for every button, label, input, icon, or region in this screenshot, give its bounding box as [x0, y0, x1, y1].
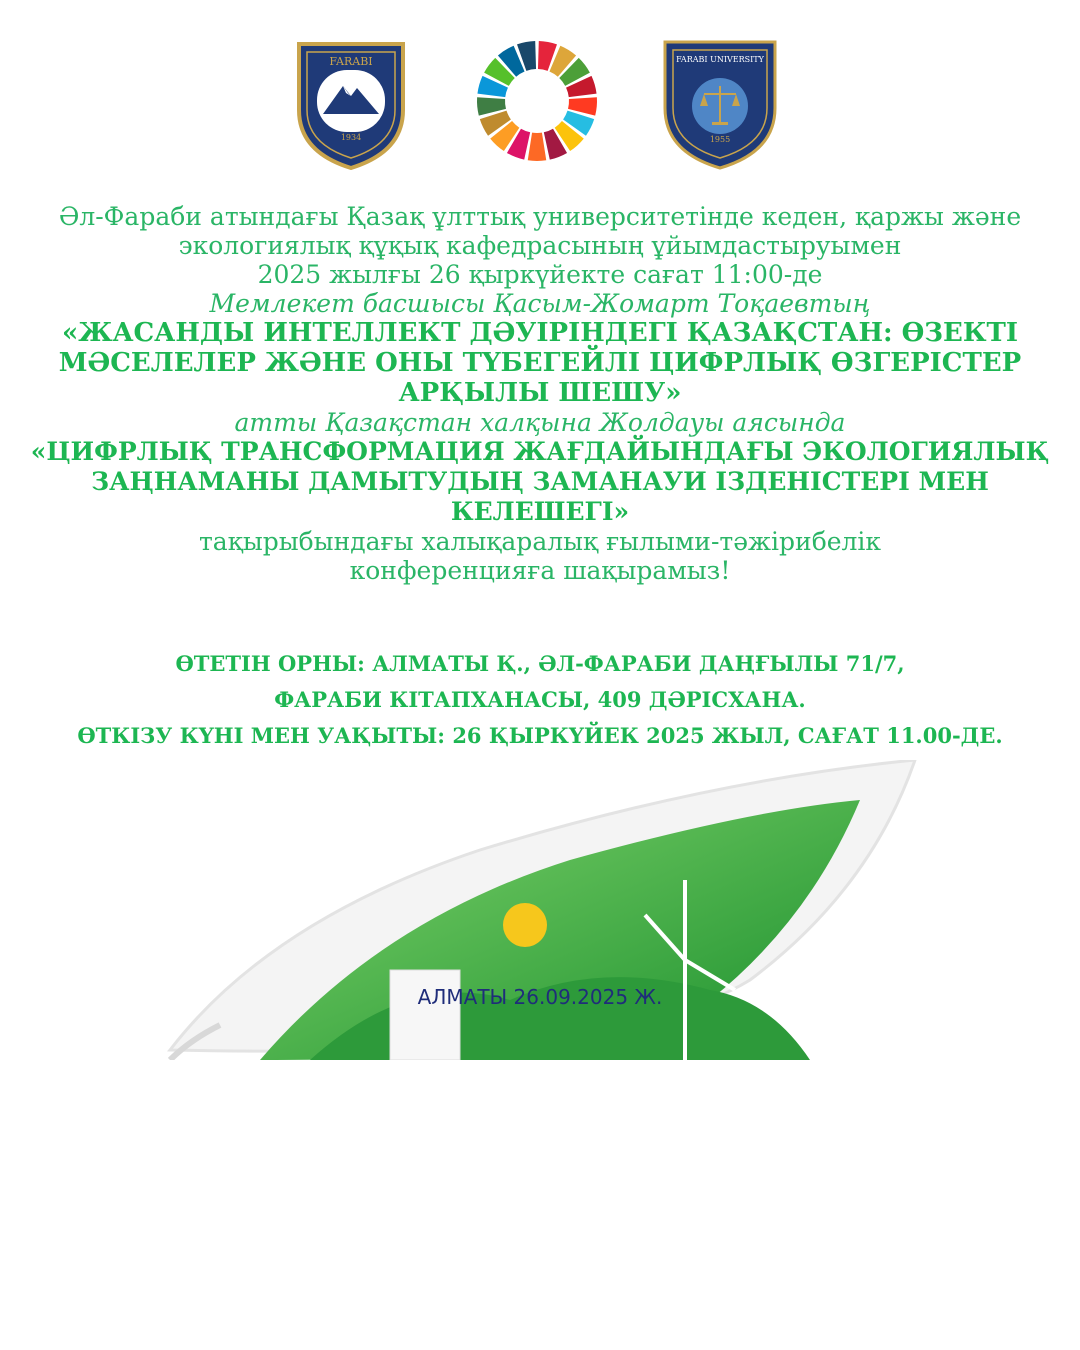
sun-icon [503, 903, 547, 947]
venue-place-2: ФАРАБИ КІТАПХАНАСЫ, 409 ДӘРІСХАНА. [274, 687, 806, 712]
invitation-line-5: атты Қазақстан халқына Жолдауы аясында [234, 408, 846, 437]
message-title-3: АРҚЫЛЫ ШЕШУ» [398, 378, 682, 408]
law-faculty-logo [661, 38, 779, 170]
conference-title-3: КЕЛЕШЕГІ» [450, 497, 630, 526]
invitation-line-6: тақырыбындағы халықаралық ғылыми-тәжірибелік [198, 527, 882, 556]
conference-title-2: ЗАҢНАМАНЫ ДАМЫТУДЫҢ ЗАМАНАУИ ІЗДЕНІСТЕРІ МЕН [91, 467, 989, 496]
knu-year: 1934 [340, 133, 362, 142]
venue-info [0, 646, 1080, 754]
message-title-2: МӘСЕЛЕЛЕР ЖӘНЕ ОНЫ ТҮБЕГЕЙЛІ ЦИФРЛЫҚ ӨЗГЕРІСТЕР [58, 348, 1022, 378]
invitation-line-7: конференцияға шақырамыз! [349, 556, 731, 585]
venue-place-1: ӨТЕТІН ОРНЫ: АЛМАТЫ Қ., ӘЛ-ФАРАБИ ДАҢҒЫЛЫ 71/7, [175, 651, 905, 676]
message-title-1: «ЖАСАНДЫ ИНТЕЛЛЕКТ ДӘУІРІНДЕГІ ҚАЗАҚСТАН: ӨЗЕКТІ [61, 318, 1019, 348]
sdg-wheel-logo [474, 38, 600, 164]
conference-title-1: «ЦИФРЛЫҚ ТРАНСФОРМАЦИЯ ЖАҒДАЙЫНДАҒЫ ЭКОЛОГИЯЛЫҚ [30, 437, 1050, 466]
law-year: 1955 [709, 135, 731, 144]
kaznu-logo [293, 40, 409, 170]
sdg-segment [528, 133, 547, 161]
venue-datetime: ӨТКІЗУ КҮНІ МЕН УАҚЫТЫ: 26 ҚЫРКҮЙЕК 2025 ЖЫЛ, САҒАТ 11.00-ДЕ. [77, 723, 1003, 748]
logo-row [0, 38, 1080, 173]
tall-building-icon [390, 970, 460, 1060]
green-leaf-city-illustration [150, 760, 930, 1064]
law-top-text: FARABI UNIVERSITY [676, 55, 764, 64]
invitation-line-2: экологиялық құқық кафедрасының ұйымдастыруымен [178, 231, 902, 260]
invitation-line-3: 2025 жылғы 26 қыркүйекте сағат 11:00-де [257, 260, 823, 289]
invitation-text [0, 202, 1080, 585]
footer-city-date: АЛМАТЫ 26.09.2025 Ж. [417, 985, 663, 1009]
invitation-line-4: Мемлекет басшысы Қасым-Жомарт Тоқаевтың [209, 289, 871, 318]
knu-top-text: FARABI [329, 55, 373, 68]
invitation-line-1: Әл-Фараби атындағы Қазақ ұлттық университетінде кеден, қаржы және [58, 202, 1022, 231]
